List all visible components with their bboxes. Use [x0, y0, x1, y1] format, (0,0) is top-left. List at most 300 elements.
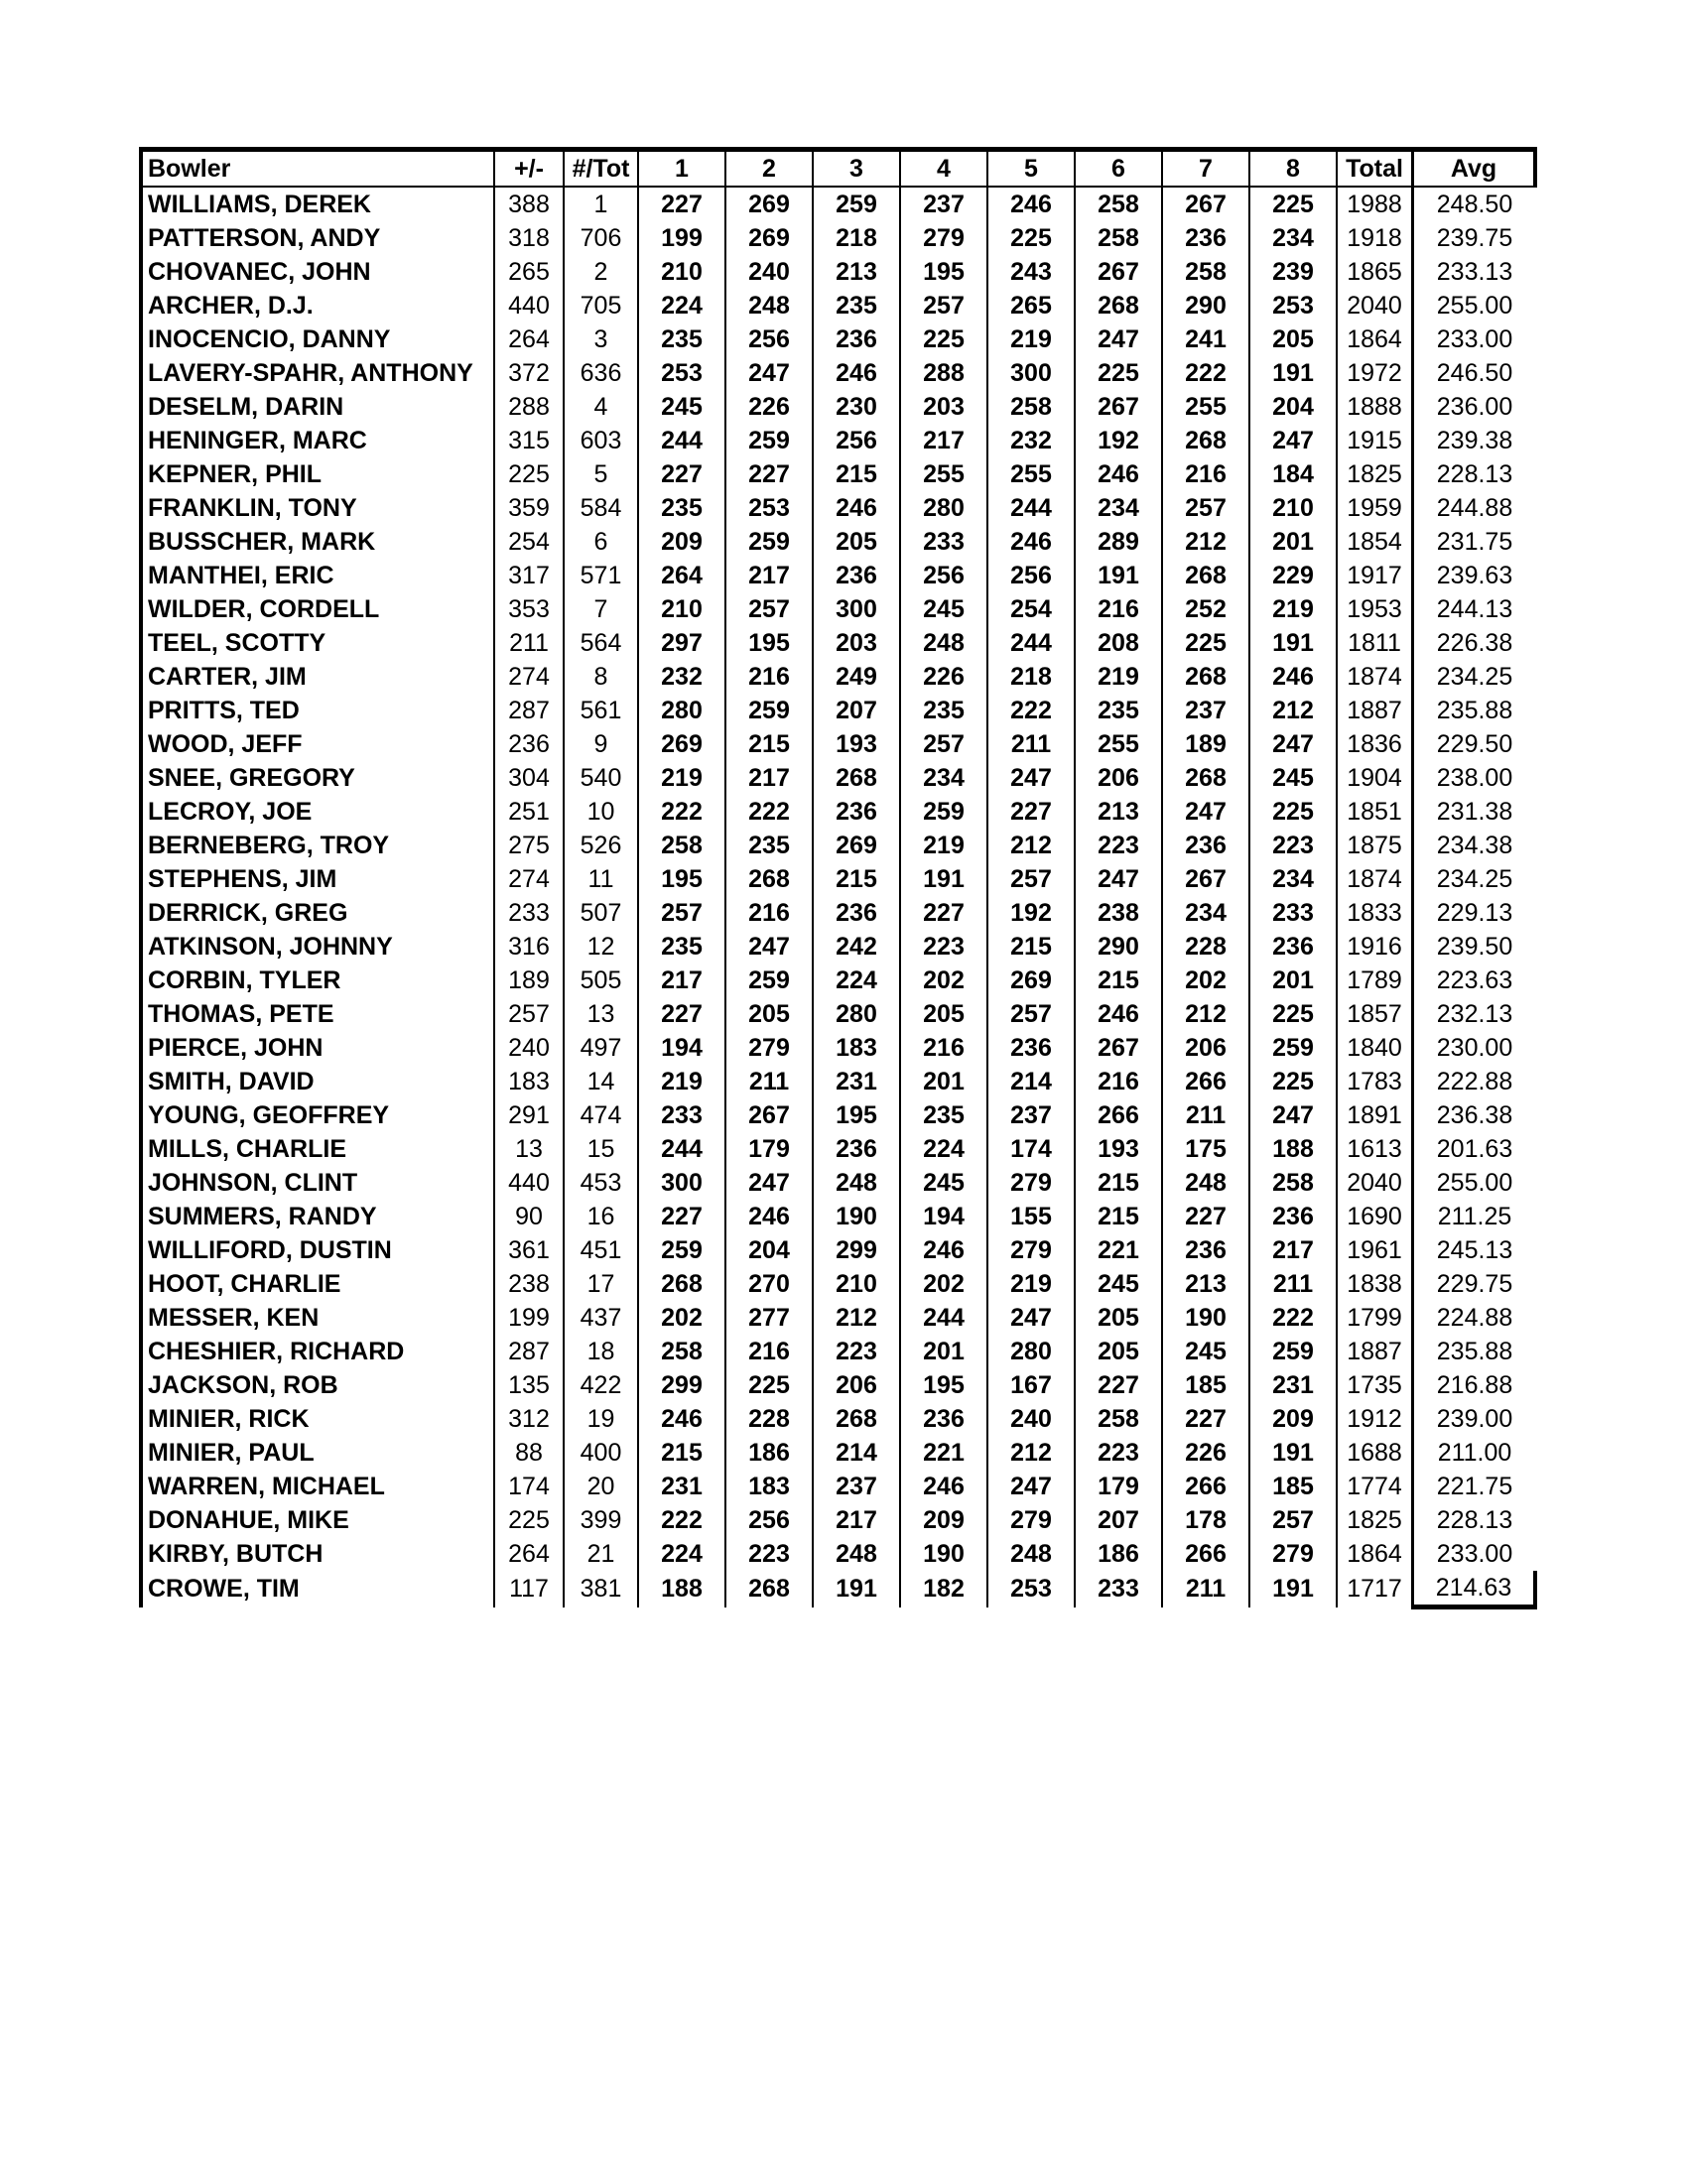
total-score: 1918: [1337, 221, 1413, 255]
bowler-name: THOMAS, PETE: [141, 997, 494, 1031]
total-score: 1854: [1337, 525, 1413, 559]
game-3-header: 3: [813, 150, 900, 188]
game-2-score: 259: [725, 694, 813, 727]
game-2-score: 270: [725, 1267, 813, 1301]
game-8-score: 257: [1249, 1503, 1337, 1537]
game-6-score: 238: [1075, 896, 1162, 930]
game-4-score: 237: [900, 187, 987, 221]
total-score: 1688: [1337, 1436, 1413, 1470]
plus-minus: 117: [494, 1571, 564, 1607]
bowler-name: CORBIN, TYLER: [141, 964, 494, 997]
game-4-score: 202: [900, 1267, 987, 1301]
rank-total: 474: [564, 1098, 638, 1132]
table-row: [141, 356, 1535, 390]
game-7-score: 202: [1162, 964, 1249, 997]
average-score: 244.88: [1413, 491, 1536, 525]
game-8-score: 212: [1249, 694, 1337, 727]
bowler-name: PATTERSON, ANDY: [141, 221, 494, 255]
table-row: [141, 390, 1535, 424]
rank-total: 561: [564, 694, 638, 727]
average-score: 235.88: [1413, 694, 1536, 727]
game-8-score: 246: [1249, 660, 1337, 694]
plus-minus: 274: [494, 660, 564, 694]
rank-total: 17: [564, 1267, 638, 1301]
total-score: 1799: [1337, 1301, 1413, 1335]
total-score: 1717: [1337, 1571, 1413, 1607]
plus-minus: 275: [494, 829, 564, 862]
game-6-score: 223: [1075, 1436, 1162, 1470]
game-1-score: 269: [638, 727, 725, 761]
game-5-score: 300: [987, 356, 1075, 390]
rank-total: 9: [564, 727, 638, 761]
game-1-score: 300: [638, 1166, 725, 1200]
game-3-score: 268: [813, 761, 900, 795]
total-score: 1953: [1337, 592, 1413, 626]
game-7-score: 228: [1162, 930, 1249, 964]
rank-total: 20: [564, 1470, 638, 1503]
total-score: 1916: [1337, 930, 1413, 964]
bowler-name: DONAHUE, MIKE: [141, 1503, 494, 1537]
game-5-score: 257: [987, 862, 1075, 896]
game-6-score: 223: [1075, 829, 1162, 862]
game-3-score: 299: [813, 1233, 900, 1267]
game-8-score: 201: [1249, 964, 1337, 997]
table-row: [141, 1301, 1535, 1335]
table-row: [141, 1200, 1535, 1233]
game-1-score: 258: [638, 829, 725, 862]
bowler-name: BERNEBERG, TROY: [141, 829, 494, 862]
game-5-score: 258: [987, 390, 1075, 424]
average-score: 229.75: [1413, 1267, 1536, 1301]
game-8-score: 191: [1249, 356, 1337, 390]
game-3-score: 195: [813, 1098, 900, 1132]
game-6-score: 207: [1075, 1503, 1162, 1537]
game-7-score: 227: [1162, 1402, 1249, 1436]
game-5-score: 246: [987, 525, 1075, 559]
game-2-score: 279: [725, 1031, 813, 1065]
game-5-score: 232: [987, 424, 1075, 457]
plus-minus: 264: [494, 1537, 564, 1571]
game-7-score: 257: [1162, 491, 1249, 525]
game-8-score: 225: [1249, 1065, 1337, 1098]
game-3-score: 256: [813, 424, 900, 457]
game-5-score: 265: [987, 289, 1075, 322]
game-5-score: 244: [987, 491, 1075, 525]
game-7-score: 212: [1162, 997, 1249, 1031]
table-row: [141, 727, 1535, 761]
game-5-score: 253: [987, 1571, 1075, 1607]
game-2-score: 217: [725, 761, 813, 795]
game-8-score: 191: [1249, 1436, 1337, 1470]
game-2-score: 259: [725, 525, 813, 559]
game-1-score: 257: [638, 896, 725, 930]
game-7-score: 212: [1162, 525, 1249, 559]
average-score: 246.50: [1413, 356, 1536, 390]
game-4-score: 182: [900, 1571, 987, 1607]
bowler-name: SUMMERS, RANDY: [141, 1200, 494, 1233]
average-score: 244.13: [1413, 592, 1536, 626]
total-score: 1874: [1337, 862, 1413, 896]
game-1-score: 244: [638, 1132, 725, 1166]
table-row: [141, 424, 1535, 457]
plus-minus: 359: [494, 491, 564, 525]
game-1-score: 245: [638, 390, 725, 424]
game-7-score: 268: [1162, 559, 1249, 592]
total-score: 1789: [1337, 964, 1413, 997]
rank-total: 4: [564, 390, 638, 424]
game-5-score: 174: [987, 1132, 1075, 1166]
plus-minus: 353: [494, 592, 564, 626]
bowler-name: DERRICK, GREG: [141, 896, 494, 930]
table-row: [141, 1402, 1535, 1436]
table-row: [141, 1470, 1535, 1503]
average-score: 216.88: [1413, 1368, 1536, 1402]
game-1-score: 194: [638, 1031, 725, 1065]
rank-total: 564: [564, 626, 638, 660]
game-8-score: 225: [1249, 795, 1337, 829]
game-2-score: 211: [725, 1065, 813, 1098]
game-8-score: 259: [1249, 1335, 1337, 1368]
total-score: 1887: [1337, 1335, 1413, 1368]
bowler-name: CARTER, JIM: [141, 660, 494, 694]
game-5-score: 247: [987, 1301, 1075, 1335]
game-6-score: 219: [1075, 660, 1162, 694]
total-score: 1874: [1337, 660, 1413, 694]
game-7-score: 245: [1162, 1335, 1249, 1368]
table-row: [141, 761, 1535, 795]
plus-minus: 317: [494, 559, 564, 592]
game-2-score: 247: [725, 930, 813, 964]
game-5-score: 222: [987, 694, 1075, 727]
game-6-score: 193: [1075, 1132, 1162, 1166]
game-7-score: 213: [1162, 1267, 1249, 1301]
game-6-score: 225: [1075, 356, 1162, 390]
plus-minus: 183: [494, 1065, 564, 1098]
rank-total: 12: [564, 930, 638, 964]
game-1-score: 224: [638, 1537, 725, 1571]
average-score: 255.00: [1413, 289, 1536, 322]
table-row: [141, 997, 1535, 1031]
average-header: Avg: [1413, 150, 1536, 188]
game-2-score: 227: [725, 457, 813, 491]
game-2-score: 183: [725, 1470, 813, 1503]
game-8-score: 184: [1249, 457, 1337, 491]
game-5-score: 280: [987, 1335, 1075, 1368]
game-7-score: 248: [1162, 1166, 1249, 1200]
rank-total: 453: [564, 1166, 638, 1200]
total-score: 1690: [1337, 1200, 1413, 1233]
game-3-score: 203: [813, 626, 900, 660]
game-4-score: 209: [900, 1503, 987, 1537]
game-1-score: 232: [638, 660, 725, 694]
total-score: 1825: [1337, 1503, 1413, 1537]
game-4-score: 246: [900, 1233, 987, 1267]
total-score: 1912: [1337, 1402, 1413, 1436]
bowler-name: SMITH, DAVID: [141, 1065, 494, 1098]
average-score: 239.00: [1413, 1402, 1536, 1436]
game-2-score: 216: [725, 660, 813, 694]
game-6-score: 258: [1075, 221, 1162, 255]
rank-total: 18: [564, 1335, 638, 1368]
bowler-name: MINIER, RICK: [141, 1402, 494, 1436]
game-1-score: 259: [638, 1233, 725, 1267]
table-row: [141, 862, 1535, 896]
game-1-score: 210: [638, 592, 725, 626]
plus-minus: 388: [494, 187, 564, 221]
plus-minus: 287: [494, 1335, 564, 1368]
game-3-score: 193: [813, 727, 900, 761]
bowler-name: WILLIFORD, DUSTIN: [141, 1233, 494, 1267]
game-6-score: 290: [1075, 930, 1162, 964]
game-8-score: 201: [1249, 525, 1337, 559]
table-row: [141, 559, 1535, 592]
bowler-name: PIERCE, JOHN: [141, 1031, 494, 1065]
average-score: 255.00: [1413, 1166, 1536, 1200]
game-7-score: 225: [1162, 626, 1249, 660]
game-8-score: 210: [1249, 491, 1337, 525]
game-3-score: 223: [813, 1335, 900, 1368]
game-8-score: 217: [1249, 1233, 1337, 1267]
game-8-score: 247: [1249, 727, 1337, 761]
game-8-score: 204: [1249, 390, 1337, 424]
game-2-score: 277: [725, 1301, 813, 1335]
game-1-score: 268: [638, 1267, 725, 1301]
game-5-score: 211: [987, 727, 1075, 761]
rank-total: 10: [564, 795, 638, 829]
game-6-score: 258: [1075, 1402, 1162, 1436]
game-3-score: 224: [813, 964, 900, 997]
average-score: 231.75: [1413, 525, 1536, 559]
rank-total: 2: [564, 255, 638, 289]
game-1-score: 244: [638, 424, 725, 457]
game-3-score: 213: [813, 255, 900, 289]
table-row: [141, 592, 1535, 626]
game-2-score: 217: [725, 559, 813, 592]
total-score: 1915: [1337, 424, 1413, 457]
plus-minus-header: +/-: [494, 150, 564, 188]
game-5-score: 279: [987, 1233, 1075, 1267]
bowler-name: JACKSON, ROB: [141, 1368, 494, 1402]
game-3-score: 190: [813, 1200, 900, 1233]
game-2-score: 222: [725, 795, 813, 829]
game-7-score: 189: [1162, 727, 1249, 761]
bowler-name: WILLIAMS, DEREK: [141, 187, 494, 221]
table-row: [141, 1503, 1535, 1537]
rank-total: 19: [564, 1402, 638, 1436]
rank-total: 1: [564, 187, 638, 221]
game-3-score: 268: [813, 1402, 900, 1436]
game-8-score: 247: [1249, 424, 1337, 457]
total-score: 1988: [1337, 187, 1413, 221]
table-row: [141, 829, 1535, 862]
bowler-name: INOCENCIO, DANNY: [141, 322, 494, 356]
game-8-score: 233: [1249, 896, 1337, 930]
game-6-score: 246: [1075, 457, 1162, 491]
game-3-score: 236: [813, 896, 900, 930]
game-2-score: 215: [725, 727, 813, 761]
plus-minus: 440: [494, 289, 564, 322]
bowler-name: MESSER, KEN: [141, 1301, 494, 1335]
game-8-score: 258: [1249, 1166, 1337, 1200]
game-3-score: 183: [813, 1031, 900, 1065]
average-score: 239.75: [1413, 221, 1536, 255]
rank-total: 636: [564, 356, 638, 390]
game-1-score: 227: [638, 187, 725, 221]
plus-minus: 88: [494, 1436, 564, 1470]
game-5-score: 247: [987, 1470, 1075, 1503]
average-score: 223.63: [1413, 964, 1536, 997]
average-score: 229.13: [1413, 896, 1536, 930]
game-7-score: 236: [1162, 829, 1249, 862]
game-5-score: 212: [987, 1436, 1075, 1470]
average-score: 234.25: [1413, 660, 1536, 694]
game-8-score: 229: [1249, 559, 1337, 592]
game-4-score: 201: [900, 1065, 987, 1098]
rank-total: 399: [564, 1503, 638, 1537]
game-1-score: 209: [638, 525, 725, 559]
game-3-score: 236: [813, 559, 900, 592]
total-score: 1865: [1337, 255, 1413, 289]
game-2-score: 267: [725, 1098, 813, 1132]
total-score: 1825: [1337, 457, 1413, 491]
average-score: 222.88: [1413, 1065, 1536, 1098]
game-8-score: 239: [1249, 255, 1337, 289]
game-5-score: 219: [987, 1267, 1075, 1301]
table-row: [141, 1436, 1535, 1470]
table-row: [141, 1368, 1535, 1402]
game-4-score: 221: [900, 1436, 987, 1470]
bowler-standings-table: [139, 147, 1537, 1609]
total-score: 1836: [1337, 727, 1413, 761]
total-score: 1959: [1337, 491, 1413, 525]
game-4-score: 257: [900, 727, 987, 761]
plus-minus: 264: [494, 322, 564, 356]
game-2-score: 248: [725, 289, 813, 322]
game-6-score: 215: [1075, 1200, 1162, 1233]
bowler-name: LAVERY-SPAHR, ANTHONY: [141, 356, 494, 390]
game-1-score: 297: [638, 626, 725, 660]
rank-total: 706: [564, 221, 638, 255]
game-8-score: 253: [1249, 289, 1337, 322]
game-2-score: 226: [725, 390, 813, 424]
game-3-score: 218: [813, 221, 900, 255]
game-5-score: 236: [987, 1031, 1075, 1065]
table-row: [141, 1065, 1535, 1098]
game-4-score: 194: [900, 1200, 987, 1233]
game-8-score: 234: [1249, 862, 1337, 896]
game-3-score: 236: [813, 322, 900, 356]
game-7-score: 178: [1162, 1503, 1249, 1537]
bowler-header: Bowler: [141, 150, 494, 188]
bowler-name: KIRBY, BUTCH: [141, 1537, 494, 1571]
game-2-score: 269: [725, 221, 813, 255]
game-3-score: 235: [813, 289, 900, 322]
game-7-score: 266: [1162, 1470, 1249, 1503]
game-2-score: 247: [725, 356, 813, 390]
game-8-score: 185: [1249, 1470, 1337, 1503]
game-5-score: 248: [987, 1537, 1075, 1571]
total-score: 1891: [1337, 1098, 1413, 1132]
game-4-score: 235: [900, 694, 987, 727]
game-2-score: 205: [725, 997, 813, 1031]
game-6-score: 206: [1075, 761, 1162, 795]
game-4-score: 203: [900, 390, 987, 424]
rank-total: 14: [564, 1065, 638, 1098]
bowler-name: MANTHEI, ERIC: [141, 559, 494, 592]
game-6-score: 247: [1075, 862, 1162, 896]
game-5-score: 279: [987, 1503, 1075, 1537]
game-2-score: 225: [725, 1368, 813, 1402]
average-score: 214.63: [1413, 1571, 1536, 1607]
game-3-score: 230: [813, 390, 900, 424]
game-6-score: 246: [1075, 997, 1162, 1031]
game-5-score: 215: [987, 930, 1075, 964]
game-2-score: 269: [725, 187, 813, 221]
game-3-score: 210: [813, 1267, 900, 1301]
game-5-score: 214: [987, 1065, 1075, 1098]
game-3-score: 206: [813, 1368, 900, 1402]
plus-minus: 316: [494, 930, 564, 964]
rank-total: 381: [564, 1571, 638, 1607]
game-2-score: 268: [725, 862, 813, 896]
game-7-score: 252: [1162, 592, 1249, 626]
bowler-name: ATKINSON, JOHNNY: [141, 930, 494, 964]
plus-minus: 238: [494, 1267, 564, 1301]
bowler-name: STEPHENS, JIM: [141, 862, 494, 896]
game-2-score: 247: [725, 1166, 813, 1200]
game-1-score: 195: [638, 862, 725, 896]
rank-total: 497: [564, 1031, 638, 1065]
average-score: 230.00: [1413, 1031, 1536, 1065]
rank-total: 5: [564, 457, 638, 491]
plus-minus: 225: [494, 1503, 564, 1537]
game-6-score: 266: [1075, 1098, 1162, 1132]
game-3-score: 217: [813, 1503, 900, 1537]
game-4-score: 256: [900, 559, 987, 592]
game-5-header: 5: [987, 150, 1075, 188]
game-3-score: 248: [813, 1166, 900, 1200]
game-2-score: 179: [725, 1132, 813, 1166]
game-3-score: 246: [813, 356, 900, 390]
game-7-score: 255: [1162, 390, 1249, 424]
rank-total: 540: [564, 761, 638, 795]
game-8-score: 222: [1249, 1301, 1337, 1335]
game-2-score: 228: [725, 1402, 813, 1436]
game-8-score: 247: [1249, 1098, 1337, 1132]
game-3-score: 259: [813, 187, 900, 221]
game-1-score: 219: [638, 1065, 725, 1098]
bowler-name: WARREN, MICHAEL: [141, 1470, 494, 1503]
game-3-score: 300: [813, 592, 900, 626]
plus-minus: 291: [494, 1098, 564, 1132]
table-row: [141, 694, 1535, 727]
game-1-score: 188: [638, 1571, 725, 1607]
average-score: 245.13: [1413, 1233, 1536, 1267]
game-4-score: 217: [900, 424, 987, 457]
rank-total: 6: [564, 525, 638, 559]
bowler-name: HENINGER, MARC: [141, 424, 494, 457]
game-5-score: 246: [987, 187, 1075, 221]
total-score: 1840: [1337, 1031, 1413, 1065]
game-7-score: 266: [1162, 1537, 1249, 1571]
game-2-score: 235: [725, 829, 813, 862]
game-2-score: 186: [725, 1436, 813, 1470]
bowler-name: CHESHIER, RICHARD: [141, 1335, 494, 1368]
rank-total: 15: [564, 1132, 638, 1166]
game-1-score: 227: [638, 457, 725, 491]
table-row: [141, 1571, 1535, 1607]
game-5-score: 279: [987, 1166, 1075, 1200]
